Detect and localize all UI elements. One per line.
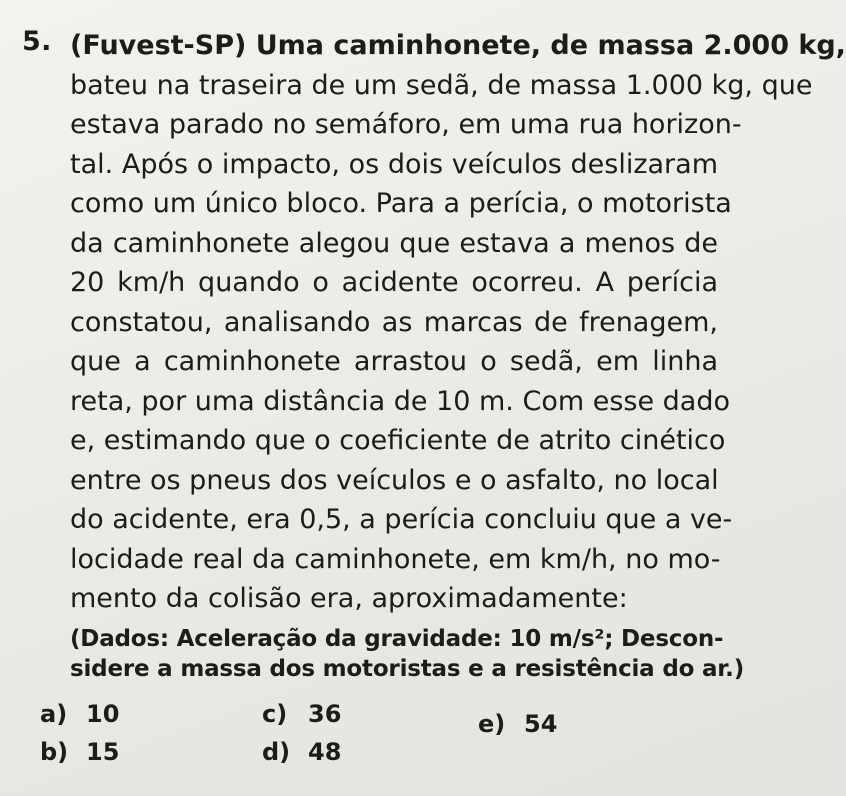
- statement-line: 20 km/h quando o acidente ocorreu. A perícia: [70, 267, 718, 298]
- question-data-note: [70, 624, 745, 684]
- statement-line: locidade real da caminhonete, em km/h, no mo-: [70, 543, 721, 575]
- option-letter: a): [40, 700, 68, 728]
- option-b[interactable]: [40, 738, 119, 766]
- question-statement: [70, 26, 846, 619]
- option-value: 36: [308, 700, 342, 728]
- option-d[interactable]: [262, 738, 341, 766]
- statement-line: (Fuvest-SP) Uma caminhonete, de massa 2.000 kg,: [70, 30, 846, 61]
- data-note-line: (Dados: Aceleração da gravidade: 10 m/s²; Descon-: [70, 626, 724, 652]
- question-number: 5.: [22, 26, 52, 57]
- answer-options: [40, 700, 680, 780]
- option-letter: c): [262, 700, 288, 728]
- statement-line: e, estimando que o coeficiente de atrito cinético: [70, 425, 726, 456]
- option-value: 15: [86, 738, 120, 766]
- option-letter: d): [262, 738, 291, 766]
- statement-line: mento da colisão era, aproximadamente:: [70, 583, 628, 614]
- option-a[interactable]: [40, 700, 119, 728]
- statement-line: entre os pneus dos veículos e o asfalto, no local: [70, 464, 719, 496]
- option-letter: b): [40, 738, 69, 766]
- statement-line: reta, por uma distância de 10 m. Com esse dado: [70, 385, 730, 417]
- option-value: 10: [86, 700, 120, 728]
- statement-line: bateu na traseira de um sedã, de massa 1.000 kg, que: [70, 69, 813, 101]
- statement-line: como um único bloco. Para a perícia, o motorista: [70, 188, 732, 219]
- statement-line: constatou, analisando as marcas de frenagem,: [70, 306, 718, 338]
- data-note-line: sidere a massa dos motoristas e a resistência do ar.): [70, 656, 745, 682]
- option-letter: e): [478, 710, 506, 738]
- option-value: 48: [308, 738, 342, 766]
- statement-line: que a caminhonete arrastou o sedã, em linha: [70, 346, 718, 377]
- option-c[interactable]: [262, 700, 341, 728]
- statement-line: estava parado no semáforo, em uma rua horizon-: [70, 109, 742, 140]
- statement-line: do acidente, era 0,5, a perícia concluiu que a ve-: [70, 504, 733, 535]
- statement-line: da caminhonete alegou que estava a menos de: [70, 227, 718, 259]
- option-e[interactable]: [478, 710, 557, 738]
- option-value: 54: [524, 710, 558, 738]
- statement-line: tal. Após o impacto, os dois veículos deslizaram: [70, 148, 718, 180]
